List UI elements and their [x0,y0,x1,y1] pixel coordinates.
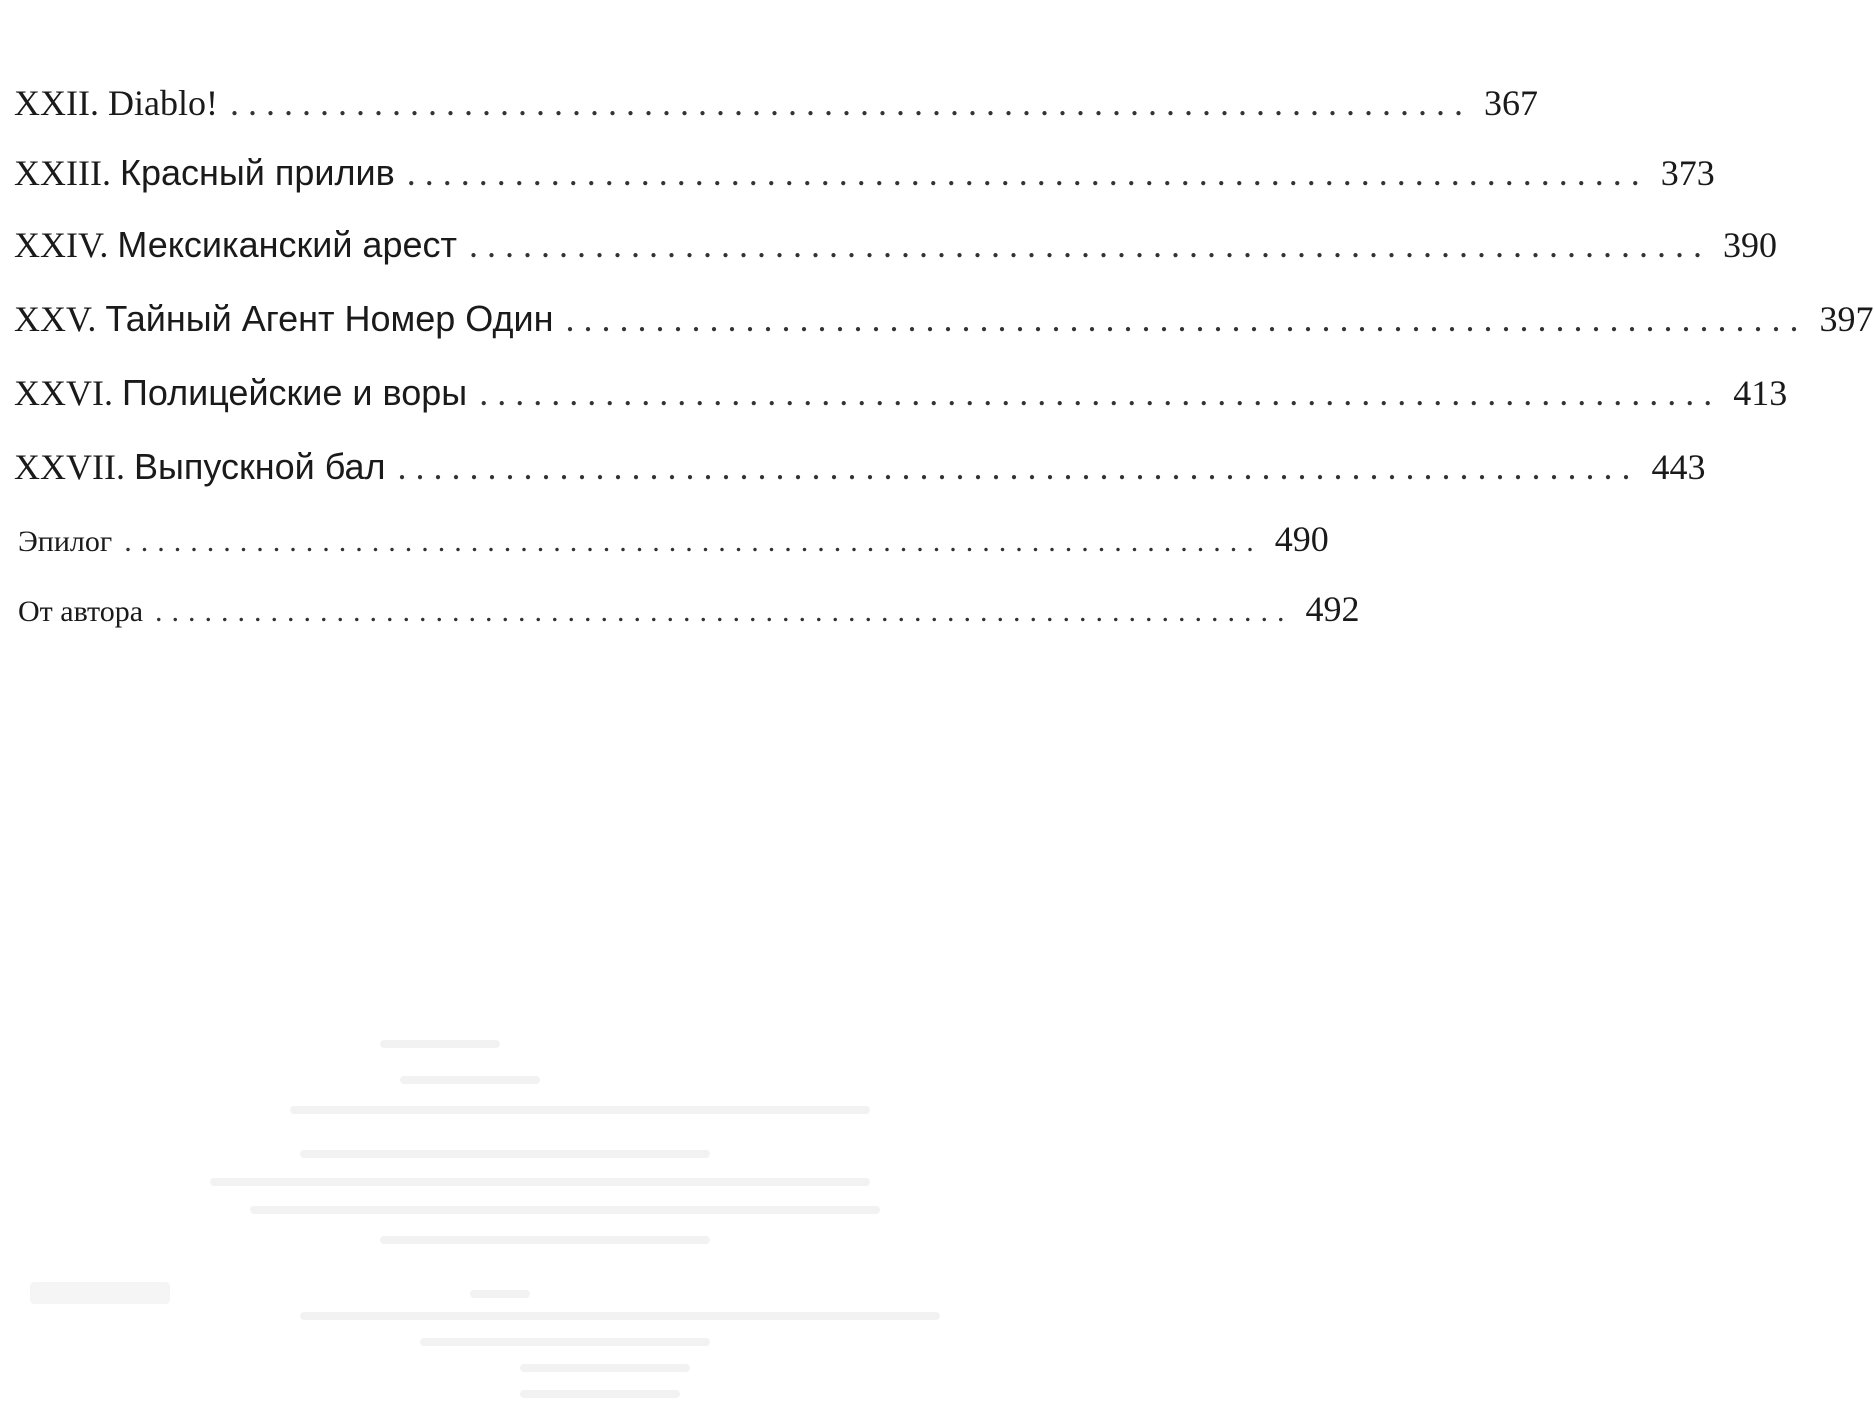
toc-entry-numeral: XXIV. [14,225,109,265]
toc-entry-name: Выпускной бал [133,446,386,487]
toc-entry[interactable] [18,518,1329,560]
toc-entry[interactable] [14,372,1788,414]
faint-text-line [300,1150,710,1158]
toc-entry[interactable] [14,446,1706,488]
toc-entry-numeral: XXV. [14,299,97,339]
bleed-through-imprint [0,1000,996,1428]
toc-entry-title [14,152,395,194]
faint-text-line [520,1364,690,1372]
toc-entry-numeral: XXVII. [14,447,125,487]
toc-entry-title [18,525,112,559]
faint-text-line [250,1206,880,1214]
toc-entry-numeral: XXIII. [14,153,111,193]
toc-entry[interactable] [14,152,1715,194]
toc-leader-dots: ..................................................................... [229,83,1472,123]
toc-entry-title [14,446,386,488]
toc-leader-dots: ..................................................................... [406,153,1649,193]
toc-entry-name: Мексиканский арест [117,224,457,265]
toc-entry-page: 390 [1723,225,1777,265]
toc-entry-title [14,298,554,340]
toc-entry[interactable] [14,82,1538,124]
toc-entry-name: Красный прилив [119,152,395,193]
faint-text-line [30,1282,170,1304]
faint-text-line [290,1106,870,1114]
toc-entry-page: 413 [1733,373,1788,413]
toc-entry-title [14,82,218,124]
toc-entry-name: Тайный Агент Номер Один [105,298,554,339]
toc-entry-page: 373 [1660,153,1715,193]
toc-leader-dots: ..................................................................... [397,447,1640,487]
toc-leader-dots: ..................................................................... [155,595,1294,628]
toc-entry[interactable] [14,224,1777,266]
toc-entry-numeral: XXII. [14,83,99,123]
toc-entry-name: Diablo! [107,83,218,123]
toc-entry-page: 367 [1483,83,1538,123]
faint-text-line [520,1390,680,1398]
table-of-contents [0,0,1874,700]
toc-entry-page: 492 [1305,589,1360,629]
toc-entry-page: 443 [1651,447,1706,487]
faint-text-line [210,1178,870,1186]
faint-text-line [300,1312,940,1320]
toc-leader-dots: ..................................................................... [479,373,1722,413]
faint-text-line [470,1290,530,1298]
toc-entry-title [14,224,457,266]
toc-entry[interactable] [18,588,1360,630]
toc-leader-dots: ..................................................................... [469,225,1711,265]
toc-leader-dots: ..................................................................... [565,299,1808,339]
toc-entry-title [14,372,467,414]
toc-leader-dots: ..................................................................... [124,525,1263,558]
toc-entry-name: От автора [18,595,144,628]
toc-entry-name: Эпилог [18,525,113,558]
toc-entry-numeral: XXVI. [14,373,113,413]
faint-text-line [380,1236,710,1244]
toc-entry[interactable] [14,298,1874,340]
faint-text-line [380,1040,500,1048]
faint-text-line [420,1338,710,1346]
toc-entry-title [18,595,143,629]
toc-entry-page: 490 [1274,519,1329,559]
faint-text-line [400,1076,540,1084]
toc-entry-page: 397 [1819,299,1874,339]
toc-entry-name: Полицейские и воры [121,372,468,413]
